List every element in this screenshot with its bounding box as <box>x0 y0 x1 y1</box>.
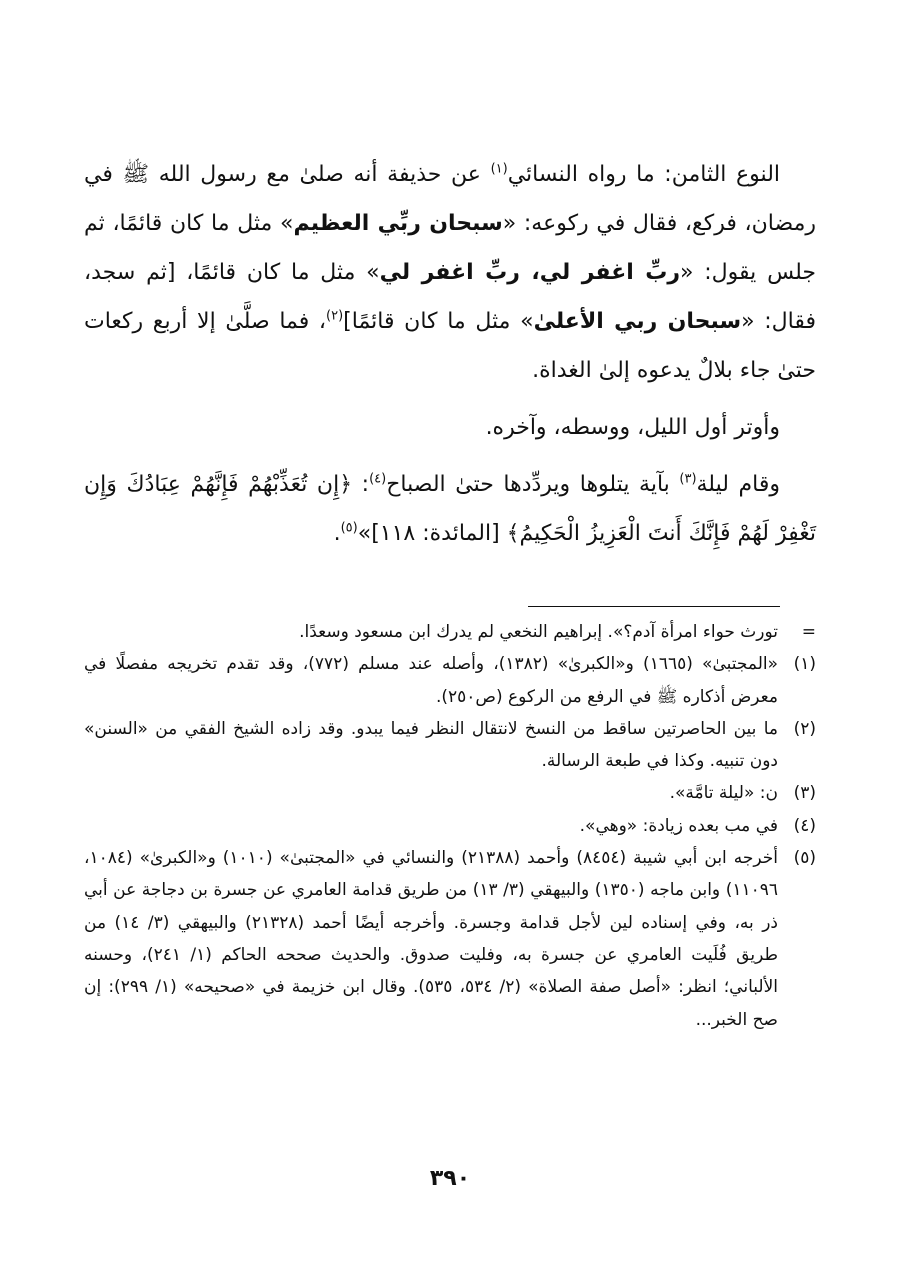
footnote-text: «المجتبىٰ» (١٦٦٥) و«الكبرىٰ» (١٣٨٢)، وأصله عند مسلم (٧٧٢)، وقد تقدم تخريجه مفصلًا في معرض أذكاره ﷺ في الرفع من الركوع (ص٢٥٠). <box>84 654 778 707</box>
paragraph <box>84 150 816 395</box>
footnote-number: (١) <box>793 654 816 675</box>
footnote-text: تورث حواء امرأة آدم؟». إبراهيم النخعي لم يدرك ابن مسعود وسعدًا. <box>299 622 778 642</box>
footnotes <box>84 616 816 1036</box>
paragraph <box>84 460 816 558</box>
text-run: » مثل ما كان قائمًا، ثم جلس يقول: « <box>84 211 816 285</box>
page-number: ٣٩٠ <box>429 1166 471 1191</box>
text-run: وقام ليلة <box>696 472 780 497</box>
footnote-marker: (٥) <box>340 520 358 536</box>
footnote-text: ما بين الحاصرتين ساقط من النسخ لانتقال النظر فيما يبدو. وقد زاده الشيخ الفقي من «السنن» دون تنبيه. وكذا في طبعة الرسالة. <box>84 718 778 772</box>
footnote-marker: (٣) <box>679 471 697 487</box>
footnote <box>84 810 816 842</box>
footnote-number: (٤) <box>793 815 816 836</box>
text-run: : ﴿إِن تُعَذِّبْهُمْ فَإِنَّهُمْ عِبَادُكَ وَإِن تَغْفِرْ لَهُمْ فَإِنَّكَ أَنتَ الْعَزِيزُ الْحَكِيمُ﴾ [المائدة: ١١٨]» <box>84 472 816 546</box>
footnote <box>84 616 816 648</box>
text-run: ، فما صلَّىٰ إلا أربع ركعات حتىٰ جاء بلالٌ يدعوه إلىٰ الغداة. <box>84 309 816 383</box>
text-run: بآية يتلوها ويردِّدها حتىٰ الصباح <box>386 472 680 497</box>
text-run: وأوتر أول الليل، ووسطه، وآخره. <box>485 415 780 440</box>
quoted-phrase: ربِّ اغفر لي، ربِّ اغفر لي <box>379 260 681 285</box>
footnote-marker: (٢) <box>326 308 344 324</box>
footnote <box>84 648 816 713</box>
footnote-separator <box>528 606 780 607</box>
footnote-number: = <box>801 622 816 642</box>
footnote-text: ن: «ليلة تامَّة». <box>669 783 778 804</box>
text-run: النوع الثامن: ما رواه النسائي <box>507 162 781 187</box>
text-run: . <box>333 521 341 546</box>
footnote-text: في مب بعده زيادة: «وهي». <box>579 815 778 836</box>
quoted-phrase: سبحان ربي الأعلىٰ <box>533 309 742 334</box>
footnote-number: (٥) <box>793 848 816 869</box>
text-run: عن حذيفة أنه صلىٰ مع رسول الله ﷺ في رمضان، فركع، فقال في ركوعه: « <box>84 162 816 236</box>
main-text <box>84 150 816 558</box>
footnote <box>84 777 816 809</box>
text-run: » مثل ما كان قائمًا، [ثم سجد، فقال: « <box>84 260 816 334</box>
quoted-phrase: سبحان ربِّي العظيم <box>293 211 503 236</box>
footnote <box>84 713 816 778</box>
text-run: » مثل ما كان قائمًا] <box>343 309 534 334</box>
footnote-marker: (١) <box>490 161 508 177</box>
footnote-marker: (٤) <box>369 471 387 487</box>
footnote-number: (٢) <box>793 718 816 739</box>
footnote-number: (٣) <box>793 783 816 804</box>
footnote <box>84 842 816 1036</box>
footnote-text: أخرجه ابن أبي شيبة (٨٤٥٤) وأحمد (٢١٣٨٨) والنسائي في «المجتبىٰ» (١٠١٠) و«الكبرىٰ» (١٠٨٤، ١١٠٩٦) وابن ماجه (١٣٥٠) والبيهقي (٣/ ١٣) من طريق قدامة العامري عن جسرة بن دجاجة عن أبي ذر به، وفي إسناده لين لأجل قدامة وجسرة. وأخرجه أيضًا أحمد (٢١٣٢٨) والبيهقي (٣/ ١٤) من طريق فُلَيت العامري عن جسرة به، وفليت صدوق. والحديث صححه الحاكم (١/ ٢٤١)، وحسنه الألباني؛ انظر: «أصل صفة الصلاة» (٢/ ٥٣٤، ٥٣٥). وقال ابن خزيمة في «صحيحه» (١/ ٢٩٩): إن صح الخبر... <box>84 848 779 1030</box>
paragraph <box>84 403 816 452</box>
